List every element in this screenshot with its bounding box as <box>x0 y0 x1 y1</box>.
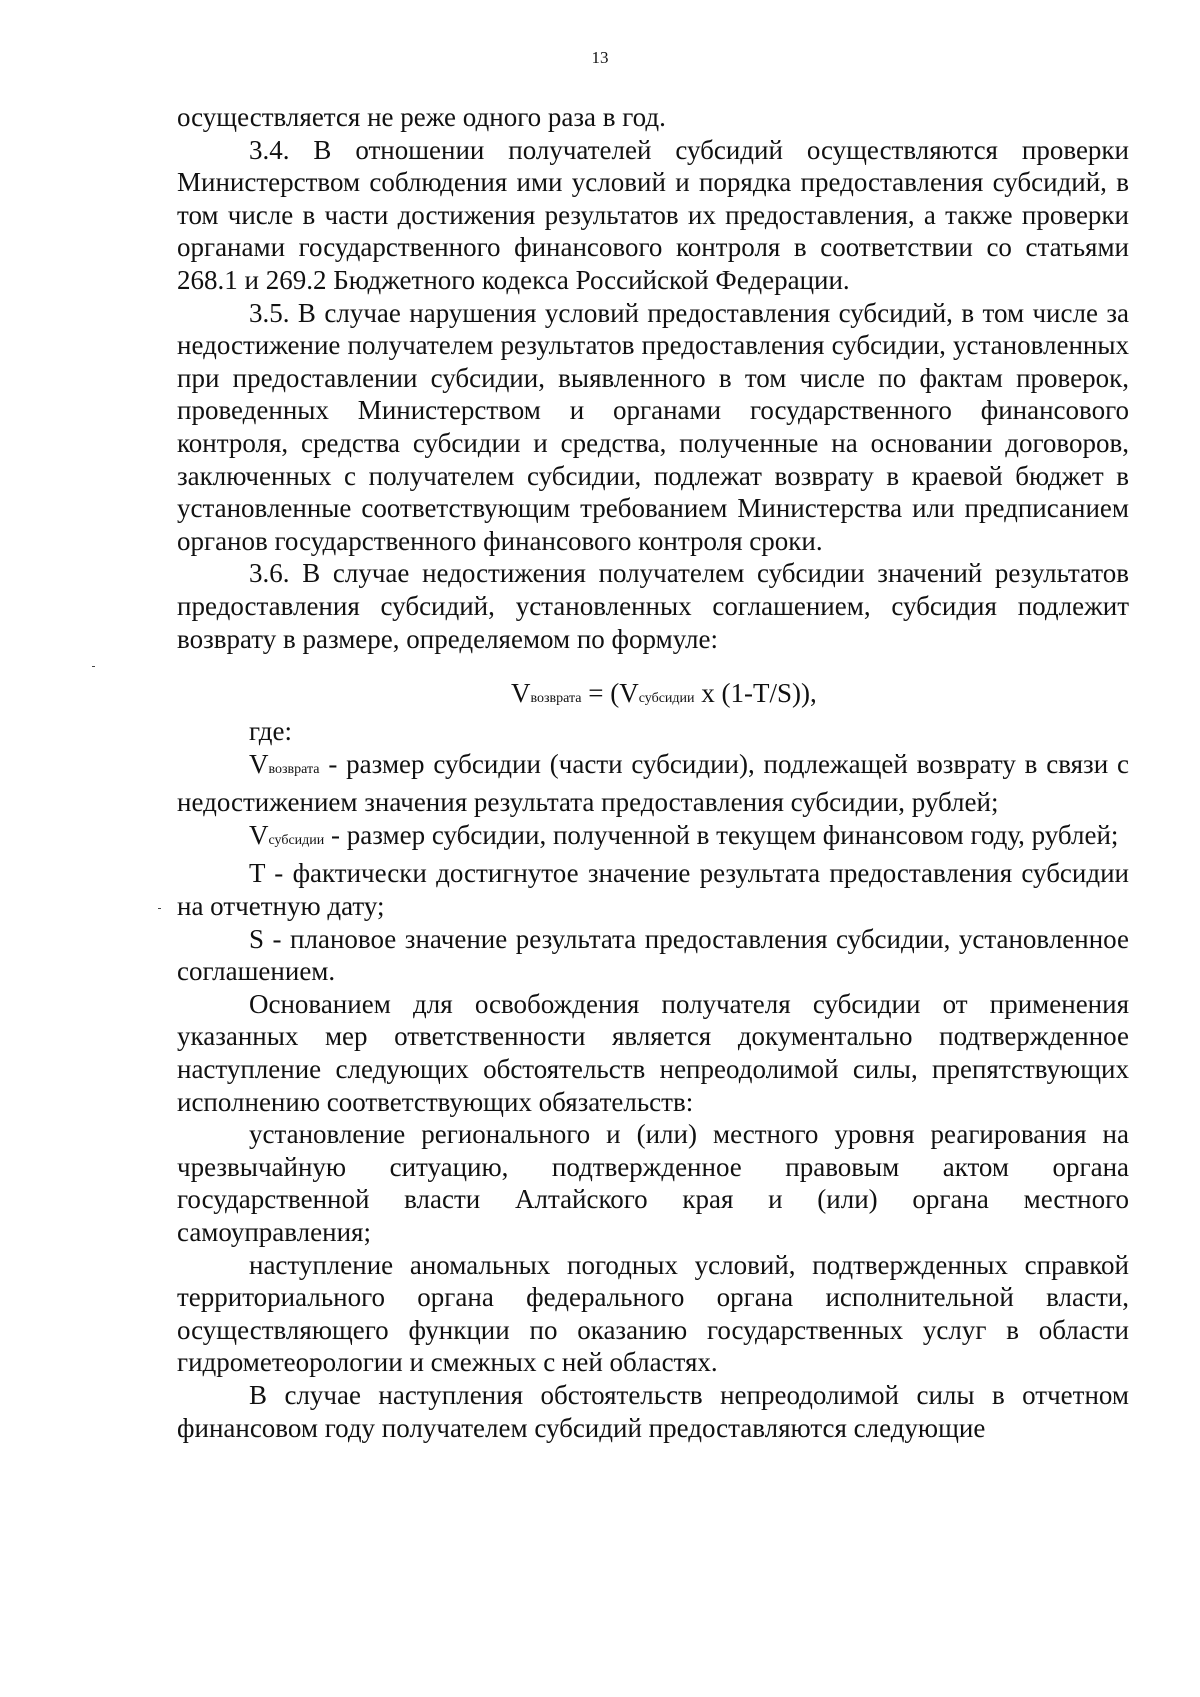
definition-v-subsidy <box>177 819 1129 858</box>
document-body <box>177 101 1129 1444</box>
scan-speck <box>158 908 161 909</box>
definition-v-return <box>177 748 1129 819</box>
force-majeure-item-weather: наступление аномальных погодных условий, подтвержденных справкой территориального органа федерального органа исполнительной власти, осуществляющего функции по оказанию государственных услуг в области гидрометеорологии и смежных с ней областях. <box>177 1249 1129 1378</box>
definition-v-return-symbol: V <box>249 748 269 779</box>
formula-v-symbol: V <box>511 678 531 709</box>
definition-t: T - фактически достигнутое значение результата предоставления субсидии на отчетную дату; <box>177 858 1129 922</box>
force-majeure-item-emergency: установление регионального и (или) местного уровня реагирования на чрезвычайную ситуацию, подтвержденное правовым актом органа государственной власти Алтайского края и (или) органа местного самоуправления; <box>177 1119 1129 1247</box>
page-number: 13 <box>591 48 609 67</box>
refund-formula <box>177 655 1129 715</box>
definition-v-subsidy-text: - размер субсидии, полученной в текущем финансовом году, рублей; <box>324 819 1119 850</box>
formula-expression <box>511 677 817 716</box>
definition-v-subsidy-symbol: V <box>249 819 269 850</box>
paragraph-continuation: осуществляется не реже одного раза в год. <box>177 102 666 132</box>
formula-equals-open: = (V <box>581 678 639 709</box>
definition-v-subsidy-subscript: субсидии <box>268 832 325 848</box>
where-label: где: <box>249 716 292 747</box>
paragraph-3-6: 3.6. В случае недостижения получателем субсидии значений результатов предоставления субсидий, установленных соглашением, субсидия подлежит возврату в размере, определяемом по формуле: <box>177 558 1129 654</box>
paragraph-3-4: 3.4. В отношении получателей субсидий осуществляются проверки Министерством соблюдения ими условий и порядка предоставления субсидий, в том числе в части достижения результатов их предоставления, а также проверки органами государственного финансового контроля в соответствии со статьями 268.1 и 269.2 Бюджетного кодекса Российской Федерации. <box>177 134 1129 295</box>
definition-v-return-text: - размер субсидии (части субсидии), подлежащей возврату в связи с недостижением значения результата предоставления субсидии, рублей; <box>177 748 1129 818</box>
formula-rest: х (1-T/S)), <box>694 678 817 709</box>
formula-subscript-return: возврата <box>530 691 582 707</box>
formula-subscript-subsidy: субсидии <box>638 691 695 707</box>
definition-s: S - плановое значение результата предоставления субсидии, установленное соглашением. <box>177 923 1129 987</box>
scan-speck <box>92 666 95 667</box>
force-majeure-reporting-paragraph: В случае наступления обстоятельств непреодолимой силы в отчетном финансовом году получателем субсидий предоставляются следующие <box>177 1379 1129 1443</box>
paragraph-3-5: 3.5. В случае нарушения условий предоставления субсидий, в том числе за недостижение получателем результатов предоставления субсидии, установленных при предоставлении субсидии, выявленного в том числе по фактам проверок, проведенных Министерством и органами государственного финансового контроля, средства субсидии и средства, полученные на основании договоров, заключенных с получателем субсидии, подлежат возврату в краевой бюджет в установленные соответствующим требованием Министерства или предписанием органов государственного финансового контроля сроки. <box>177 297 1129 556</box>
force-majeure-paragraph: Основанием для освобождения получателя субсидии от применения указанных мер ответственности является документально подтвержденное наступление следующих обстоятельств непреодолимой силы, препятствующих исполнению соответствующих обязательств: <box>177 988 1129 1117</box>
definition-v-return-subscript: возврата <box>268 761 320 777</box>
